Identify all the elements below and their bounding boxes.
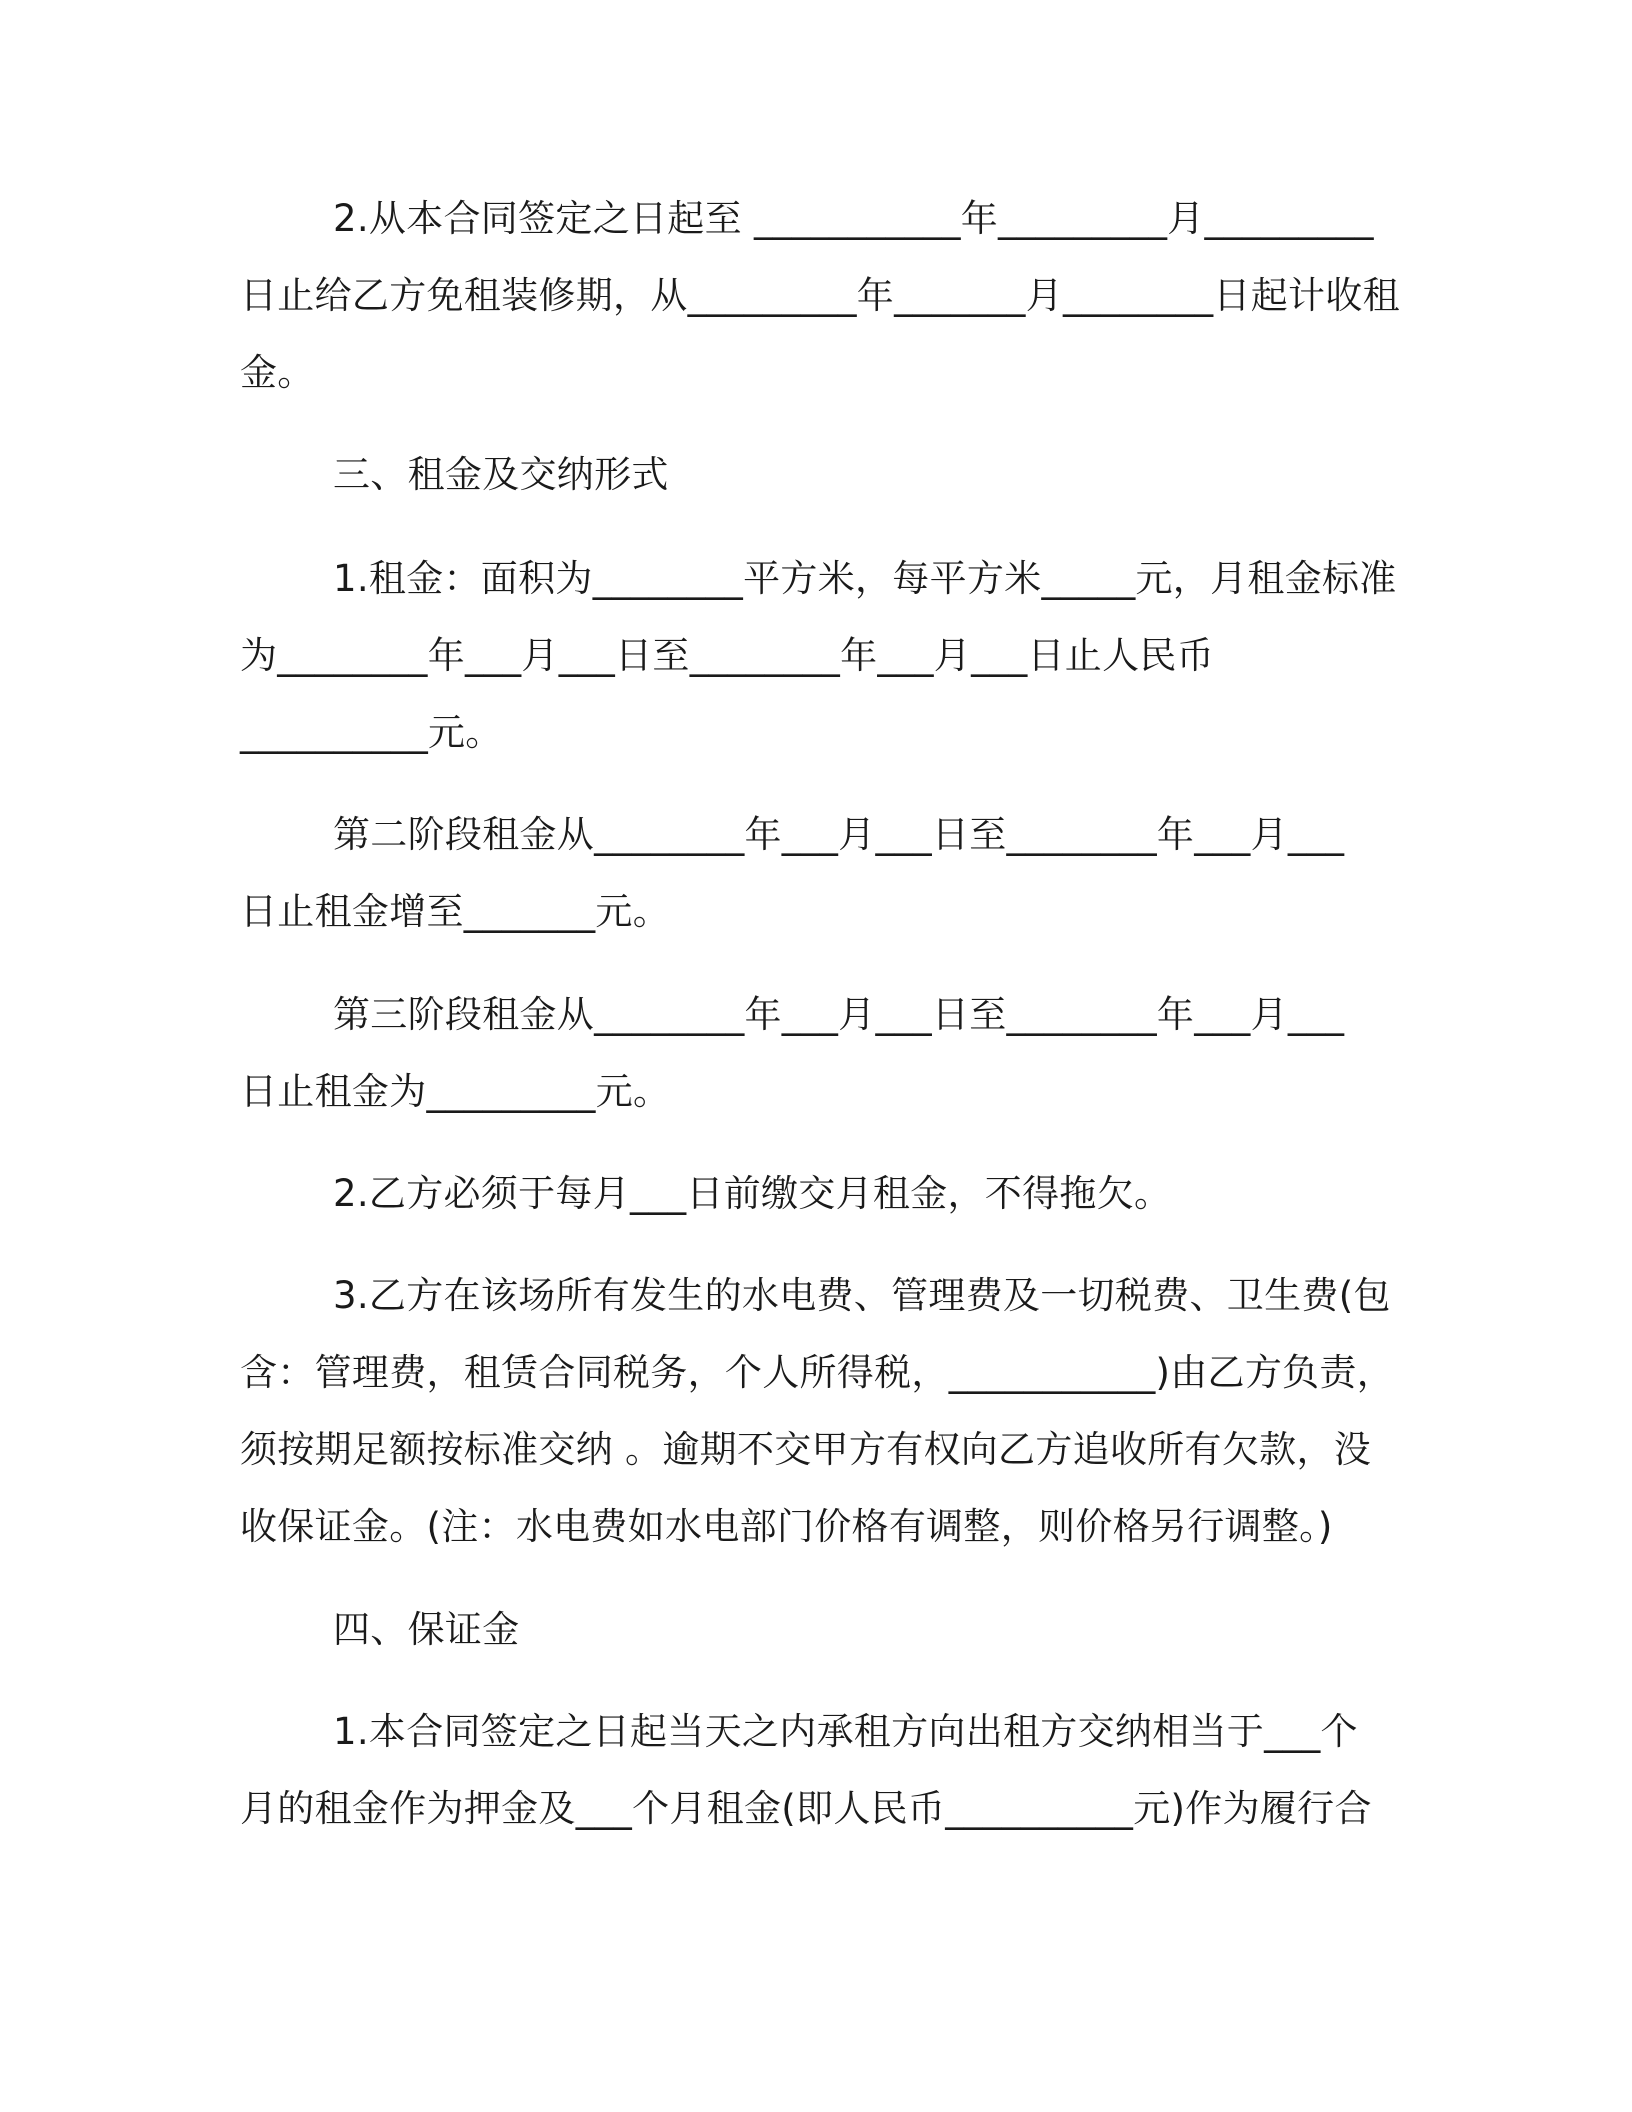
fees-clause-line-3: 须按期足额按标准交纳 。逾期不交甲方有权向乙方追收所有欠款，没 [240, 1428, 1372, 1471]
section-heading-deposit: 四、保证金 [333, 1608, 520, 1651]
deposit-clause-line-1: 1.本合同签定之日起当天之内承租方向出租方交纳相当于___个 [333, 1710, 1358, 1753]
third-stage-rent-line-2: 日止租金为_________元。 [240, 1070, 671, 1113]
section-heading-rent-payment: 三、租金及交纳形式 [333, 453, 669, 496]
free-renovation-clause-line-3: 金。 [240, 351, 315, 394]
rent-clause-line-3: __________元。 [240, 711, 503, 754]
free-renovation-clause-line-2: 日止给乙方免租装修期，从_________年_______月________日起计收租 [240, 274, 1400, 317]
fees-clause-line-2: 含：管理费，租赁合同税务，个人所得税，___________)由乙方负责， [240, 1351, 1395, 1394]
second-stage-rent-line-1: 第二阶段租金从________年___月___日至________年___月___ [333, 813, 1345, 856]
second-stage-rent-line-2: 日止租金增至_______元。 [240, 890, 670, 933]
deposit-clause-line-2: 月的租金作为押金及___个月租金(即人民币__________元)作为履行合 [240, 1787, 1372, 1830]
third-stage-rent-line-1: 第三阶段租金从________年___月___日至________年___月___ [333, 993, 1345, 1036]
fees-clause-line-1: 3.乙方在该场所有发生的水电费、管理费及一切税费、卫生费(包 [333, 1274, 1391, 1317]
rent-clause-line-2: 为________年___月___日至________年___月___日止人民币 [240, 634, 1214, 677]
fees-clause-line-4: 收保证金。(注：水电费如水电部门价格有调整，则价格另行调整。) [240, 1505, 1333, 1548]
monthly-payment-clause: 2.乙方必须于每月___日前缴交月租金，不得拖欠。 [333, 1172, 1172, 1215]
free-renovation-clause-line-1: 2.从本合同签定之日起至 ___________年_________月_________ [333, 197, 1374, 240]
rent-clause-line-1: 1.租金：面积为________平方米，每平方米_____元，月租金标准 [333, 557, 1397, 600]
